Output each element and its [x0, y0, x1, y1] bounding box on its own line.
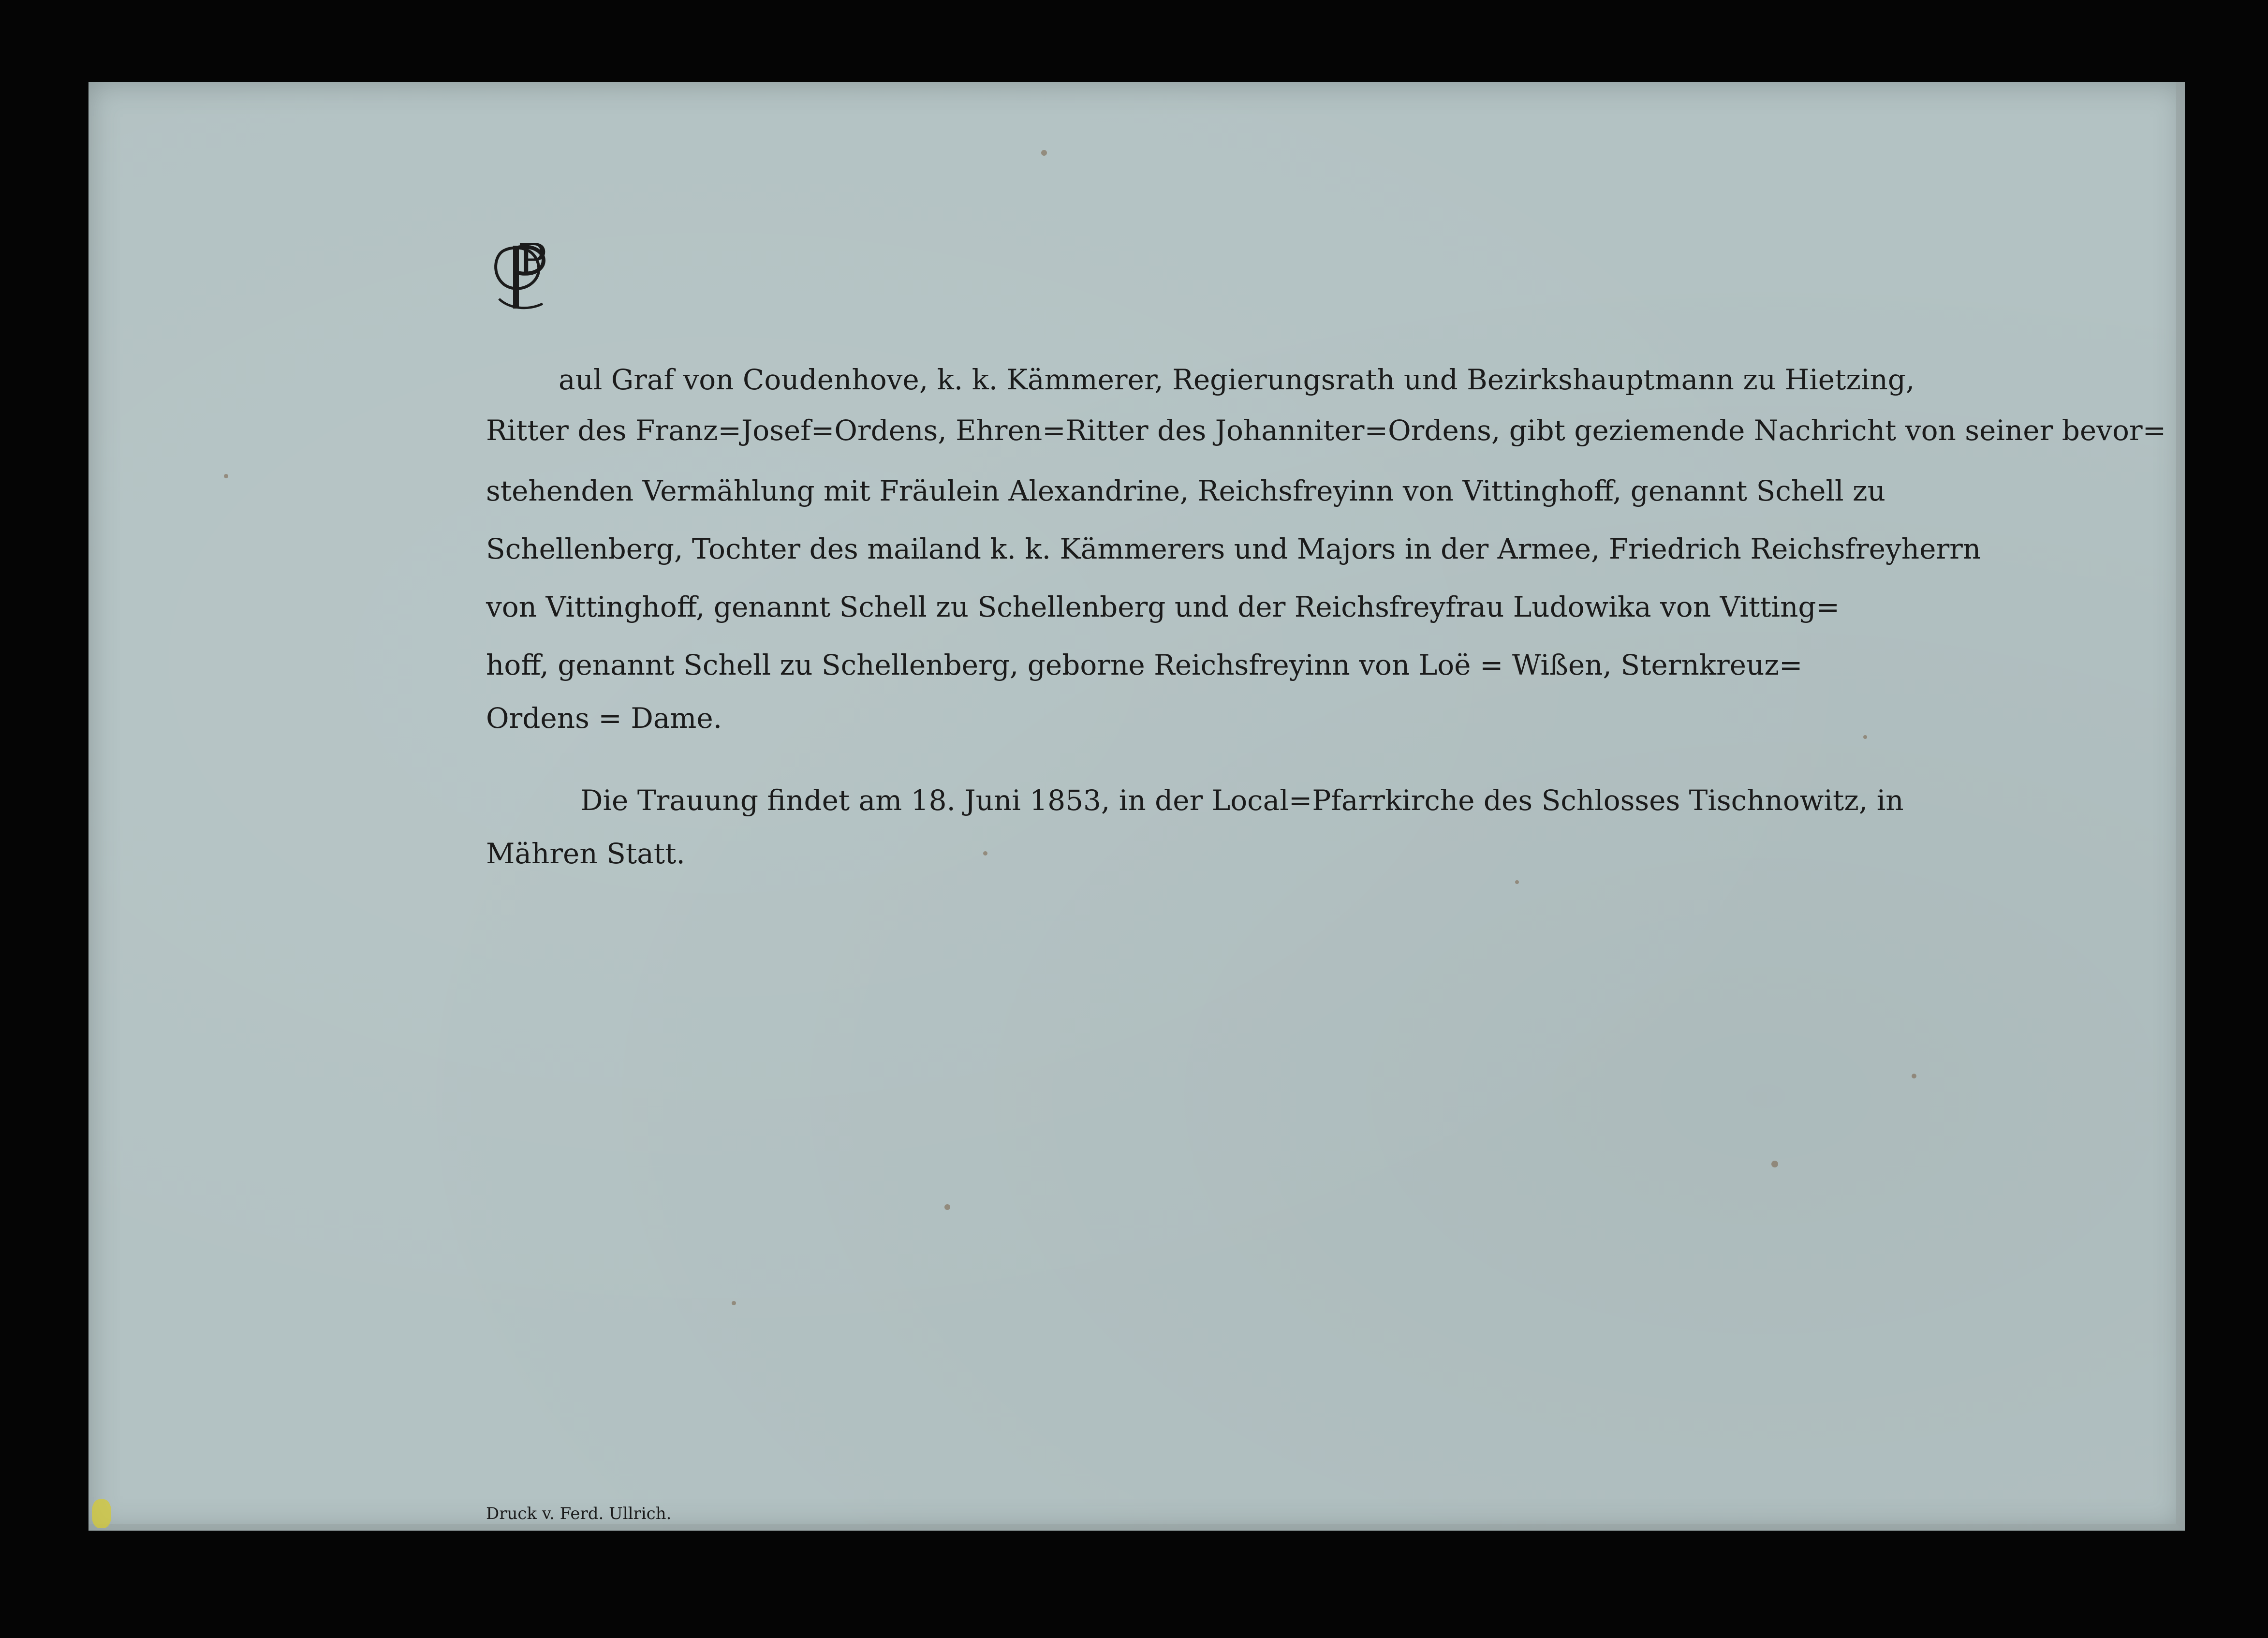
paragraph1-line-4: Schellenberg, Tochter des mailand k. k. Kämmerers und Majors in der Armee, Friedrich Reichsfreyherrn — [486, 532, 1981, 565]
stain-mark — [92, 1499, 111, 1528]
paragraph2-line-2: Mähren Statt. — [486, 837, 685, 870]
paper-spot — [1912, 1074, 1916, 1078]
paragraph1-line-2: Ritter des Franz=Josef=Ordens, Ehren=Ritter des Johanniter=Ordens, gibt geziemende Nachricht von seiner bevor= — [486, 414, 2166, 447]
paragraph1-line-3: stehenden Vermählung mit Fräulein Alexandrine, Reichsfreyinn von Vittinghoff, genannt Schell zu — [486, 474, 1885, 507]
paragraph1-line-7: Ordens = Dame. — [486, 702, 722, 735]
paragraph2-line-1: Die Trauung findet am 18. Juni 1853, in der Local=Pfarrkirche des Schlosses Tischnowitz, in — [580, 784, 1904, 817]
paper-spot — [1863, 735, 1867, 739]
paper-spot — [1041, 150, 1047, 156]
paper-spot — [224, 474, 228, 478]
paragraph1-line-1: aul Graf von Coudenhove, k. k. Kämmerer, Regierungsrath und Bezirkshauptmann zu Hietzing, — [559, 363, 1915, 396]
paper-spot — [944, 1204, 950, 1210]
printer-imprint: Druck v. Ferd. Ullrich. — [486, 1504, 672, 1523]
paragraph1-line-5: von Vittinghoff, genannt Schell zu Schellenberg und der Reichsfreyfrau Ludowika von Vitting= — [486, 590, 1840, 623]
paper-spot — [1771, 1161, 1778, 1167]
decorative-initial-p — [489, 236, 557, 313]
paper-spot — [1515, 880, 1519, 884]
paper-spot — [732, 1301, 736, 1305]
paragraph1-line-6: hoff, genannt Schell zu Schellenberg, geborne Reichsfreyinn von Loë = Wißen, Sternkreuz= — [486, 649, 1803, 681]
initial-letter: P — [517, 236, 547, 285]
